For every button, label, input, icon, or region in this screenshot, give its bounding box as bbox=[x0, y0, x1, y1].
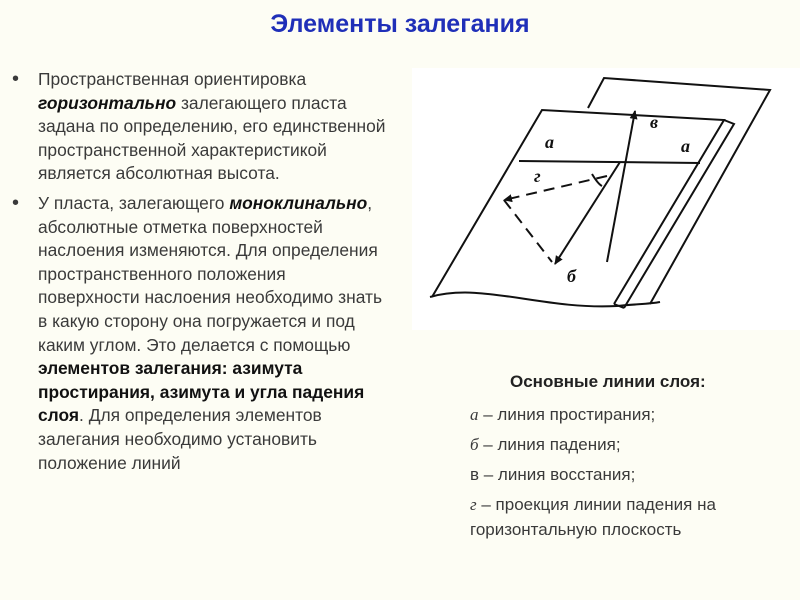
legend-text: – линия восстания; bbox=[479, 465, 636, 484]
strike-line bbox=[519, 161, 700, 163]
label-b: б bbox=[567, 266, 576, 286]
legend-item-v bbox=[470, 462, 790, 487]
bedding-diagram bbox=[412, 68, 800, 330]
legend-letter: а bbox=[470, 405, 479, 424]
legend-text: – линия простирания; bbox=[478, 405, 656, 424]
bullet-2-bold: элементов залегания: азимута простирания, азимута и угла падения слоя bbox=[38, 358, 365, 426]
label-a-right: а bbox=[681, 136, 690, 156]
projection-line-dashed bbox=[504, 176, 607, 200]
legend-item-a bbox=[470, 402, 790, 427]
projection-line-down-dashed bbox=[504, 200, 552, 262]
bullet-2-text-3: . Для определения элементов залегания необходимо установить положение линий bbox=[38, 405, 322, 473]
bullet-list bbox=[12, 68, 392, 481]
bedding-diagram-svg bbox=[412, 68, 800, 330]
bullet-1-text-1: Пространственная ориентировка bbox=[38, 69, 307, 89]
bullet-dot-icon: • bbox=[12, 68, 20, 90]
legend-item-g bbox=[470, 492, 790, 542]
back-layer-outline bbox=[588, 78, 770, 304]
bullet-dot-icon: • bbox=[12, 191, 20, 214]
bullet-1-text-2: залегающего пласта задана по определению, его единственной пространственной характеристикой является абсолютная высота. bbox=[38, 92, 386, 184]
label-a-left: а bbox=[545, 132, 554, 152]
angle-arc bbox=[592, 174, 602, 186]
legend-item-b bbox=[470, 432, 790, 457]
rise-line bbox=[607, 111, 635, 262]
label-v: в bbox=[650, 112, 659, 132]
ground-line bbox=[430, 293, 660, 307]
bullet-2-text-1: У пласта, залегающего bbox=[38, 192, 230, 213]
caption-title: Основные линии слоя: bbox=[510, 372, 706, 391]
legend-letter: г bbox=[470, 495, 477, 514]
legend-text: – линия падения; bbox=[478, 435, 621, 454]
bullet-item-2 bbox=[12, 192, 392, 475]
bullet-item-1 bbox=[12, 68, 392, 186]
bullet-1-emphasis: горизонтально bbox=[38, 92, 177, 113]
bullet-2-emphasis: моноклинально bbox=[229, 192, 368, 213]
label-g: г bbox=[534, 166, 541, 186]
bullet-2-text-2: , абсолютные отметка поверхностей наслоения изменяются. Для определения пространственного положения поверхности наслоения необходимо знать в какую сторону она погружается и под каким углом. Это делается с помощью bbox=[38, 192, 383, 355]
legend-letter: б bbox=[470, 435, 479, 454]
slide-title: Элементы залегания bbox=[270, 10, 530, 38]
layer-thickness-edge bbox=[624, 120, 734, 308]
legend-text: – проекция линии падения на горизонтальную плоскость bbox=[470, 495, 716, 539]
legend-letter: в bbox=[470, 465, 480, 484]
legend-caption bbox=[470, 372, 790, 547]
